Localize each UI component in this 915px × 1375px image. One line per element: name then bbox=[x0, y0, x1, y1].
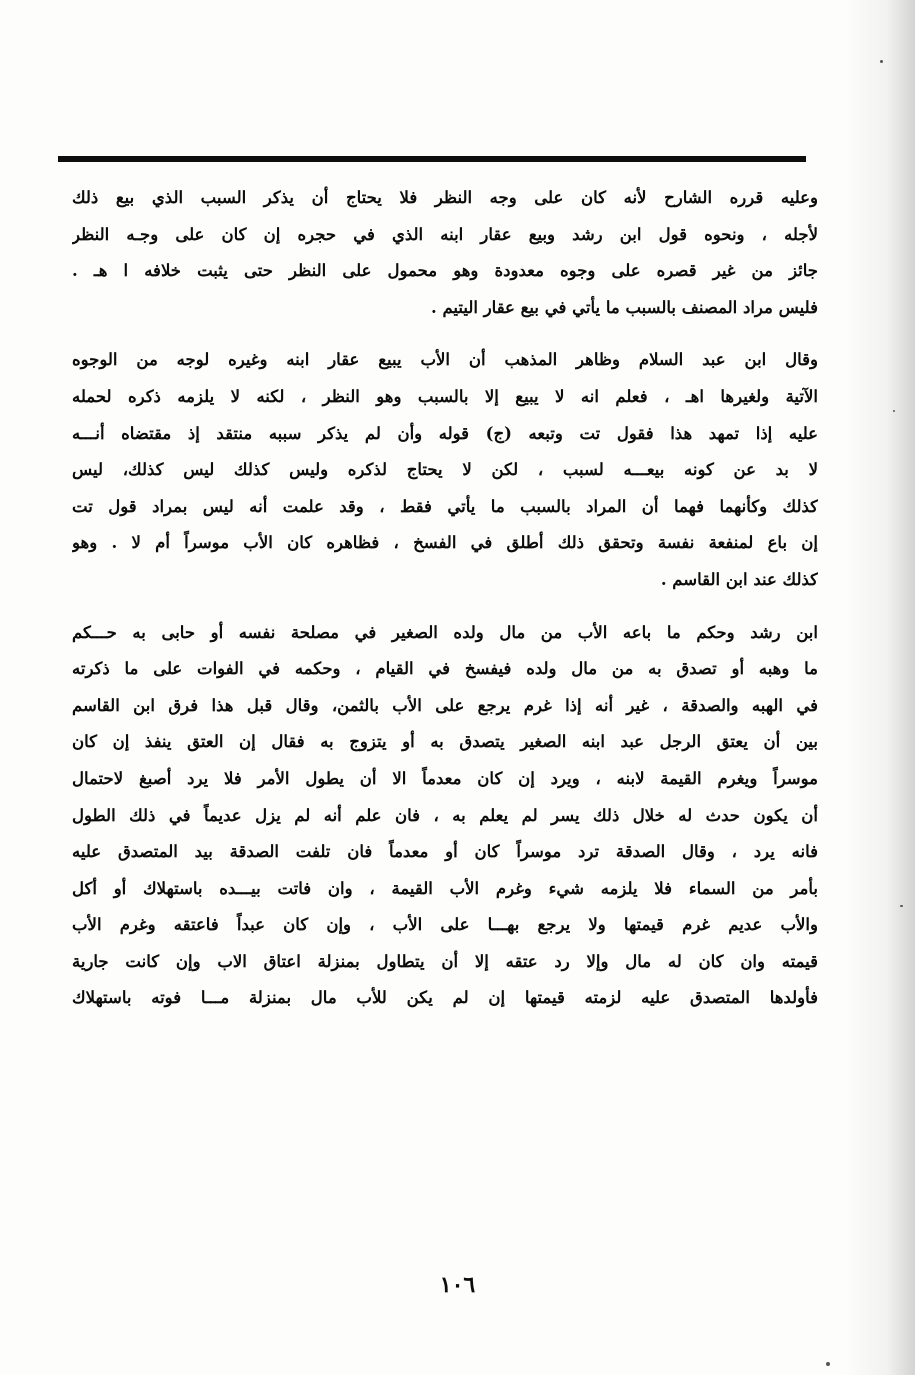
paragraph-2 bbox=[72, 342, 818, 598]
text-line: إن باع لمنفعة نفسة وتحقق ذلك أطلق في الفسخ ، فظاهره كان الأب موسراً أم لا . وهو bbox=[72, 533, 818, 553]
text-line: في الهبه والصدقة ، غير أنه إذا غرم يرجع على الأب بالثمن، وقال قبل هذا فرق ابن القاسم bbox=[72, 695, 818, 715]
header-rule bbox=[58, 156, 806, 162]
text-line: لأجله ، ونحوه قول ابن رشد وبيع عقار ابنه الذي في حجره إن كان على وجـه النظر bbox=[72, 224, 818, 244]
scan-speck bbox=[900, 905, 903, 907]
text-line: فليس مراد المصنف بالسبب ما يأتي في بيع عقار اليتيم . bbox=[430, 297, 818, 317]
text-line: ما وهبه أو تصدق به من مال ولده فيفسخ في القيام ، وحكمه في الفوات على ما ذكرته bbox=[72, 659, 818, 679]
text-line: لا بد عن كونه بيعـــه لسبب ، لكن لا يحتاج لذكره وليس كذلك ليس كذلك، ليس bbox=[72, 460, 818, 480]
text-line: قيمته وان كان له مال وإلا رد عتقه إلا أن يتطاول بمنزلة اعتاق الاب وإن كانت جارية bbox=[72, 951, 818, 971]
text-line: بين أن يعتق الرجل عبد ابنه الصغير يتصدق به أو يتزوج به فقال إن العتق ينفذ إن كان bbox=[72, 732, 818, 752]
scan-speck bbox=[880, 60, 883, 63]
scan-speck bbox=[826, 1362, 830, 1366]
text-line: بأمر من السماء فلا يلزمه شيء وغرم الأب القيمة ، وان فاتت بيـــده باستهلاك أو أكل bbox=[72, 878, 818, 898]
body-text bbox=[72, 180, 818, 1017]
paragraph-1 bbox=[72, 180, 818, 326]
scan-speck bbox=[893, 410, 895, 412]
text-line: موسراً ويغرم القيمة لابنه ، ويرد إن كان معدماً الا أن يطول الأمر فلا يرد أصبغ لاحتمال bbox=[72, 768, 818, 788]
text-line: الآتية ولغيرها اهـ ، فعلم انه لا يبيع إلا بالسبب وهو النظر ، لكنه لا يلزمه ذكره لحمله bbox=[72, 386, 818, 406]
scan-edge-shadow bbox=[845, 0, 915, 1375]
text-line: فانه يرد ، وقال الصدقة ترد موسراً كان أو معدماً فان تلفت الصدقة بيد المتصدق عليه bbox=[72, 842, 818, 862]
text-line: كذلك وكأنهما فهما أن المراد بالسبب ما يأتي فقط ، وقد علمت أنه ليس بمراد قول تت bbox=[72, 496, 818, 516]
text-line: وعليه قرره الشارح لأنه كان على وجه النظر فلا يحتاج أن يذكر السبب الذي بيع ذلك bbox=[72, 188, 818, 207]
text-line: فأولدها المتصدق عليه لزمته قيمتها إن لم يكن للأب مال بمنزلة مـــا فوته باستهلاك bbox=[72, 988, 818, 1008]
text-line: عليه إذا تمهد هذا فقول تت وتبعه (ج) قوله وأن لم يذكر سببه منتقد إذ مقتضاه أنـــه bbox=[72, 423, 818, 443]
text-line: ابن رشد وحكم ما باعه الأب من مال ولده الصغير في مصلحة نفسه أو حابى به حـــكم bbox=[72, 622, 818, 642]
paragraph-3 bbox=[72, 615, 818, 1018]
text-line: جائز من غير قصره على وجوه معدودة وهو محمول على النظر حتى يثبت خلافه ا هـ . bbox=[72, 261, 818, 281]
page-number: ١٠٦ bbox=[439, 1272, 476, 1298]
text-line: أن يكون حدث له خلال ذلك يسر لم يعلم به ، فان علم أنه لم يزل عديماً في ذلك الطول bbox=[72, 805, 818, 825]
text-line: كذلك عند ابن القاسم . bbox=[660, 569, 818, 589]
text-line: والأب عديم غرم قيمتها ولا يرجع بهـــا على الأب ، وإن كان عبداً فاعتقه وغرم الأب bbox=[72, 915, 818, 935]
text-line: وقال ابن عبد السلام وظاهر المذهب أن الأب يبيع عقار ابنه وغيره لوجه من الوجوه bbox=[72, 350, 818, 370]
